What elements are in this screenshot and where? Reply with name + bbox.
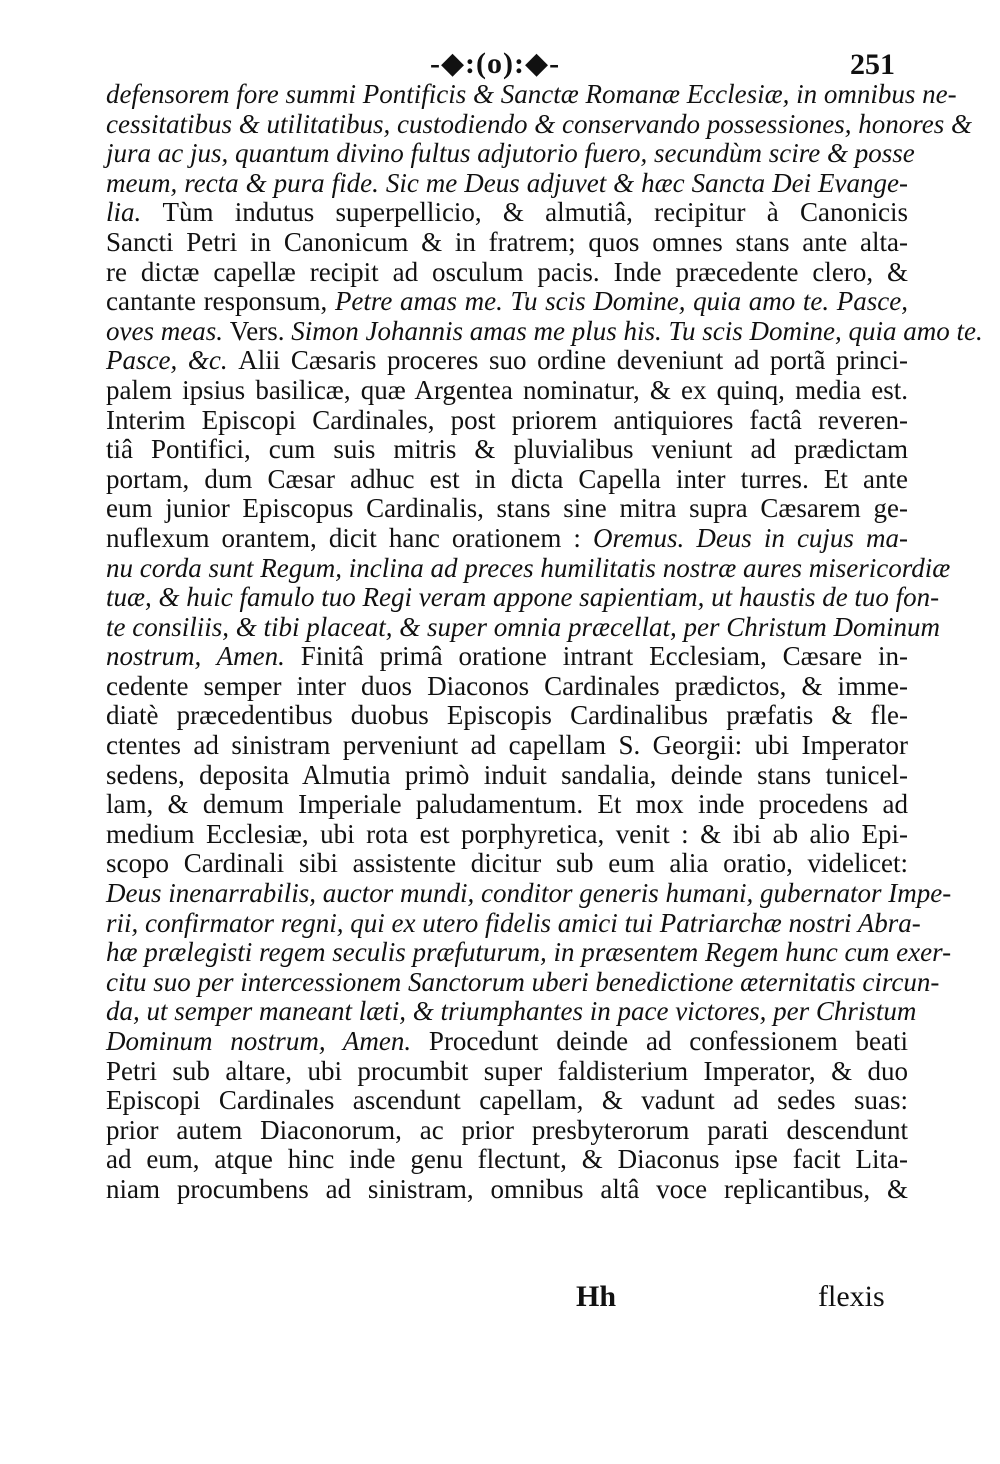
- roman-text-segment: ad eum, atque hinc inde genu flectunt, & Diaconus ipse facit Lita-: [106, 1144, 908, 1175]
- text-line: [106, 611, 940, 643]
- italic-text-segment: tuæ, & huic famulo tuo Regi veram appone sapientiam, ut haustis de tuo fon-: [106, 582, 940, 613]
- italic-text-segment: nu corda sunt Regum, inclina ad preces humilitatis nostræ aures misericordiæ: [106, 552, 951, 583]
- roman-text-segment: palem ipsius basilicæ, quæ Argentea nominatur, & ex quinq, media est.: [106, 374, 908, 405]
- text-line: [106, 79, 957, 110]
- italic-text-segment: da, ut semper maneant læti, & triumphantes in pace victores, per Christum: [106, 996, 917, 1027]
- text-line: [106, 966, 940, 998]
- text-line: [106, 1145, 908, 1175]
- text-line: [106, 315, 983, 347]
- text-line: [106, 346, 908, 376]
- text-line: [106, 1027, 908, 1057]
- text-line: [106, 1116, 908, 1146]
- roman-text-segment: niam procumbens ad sinistram, omnibus altâ voce replicantibus, &: [106, 1173, 908, 1204]
- italic-text-segment: defensorem fore summi Pontificis & Sanctæ Romanæ Ecclesiæ, in omnibus ne-: [106, 79, 957, 109]
- italic-text-segment: oves meas.: [106, 315, 230, 346]
- catchword: flexis: [818, 1280, 885, 1313]
- text-line: [106, 108, 972, 140]
- text-line: [106, 287, 908, 317]
- italic-text-segment: jura ac jus, quantum divino fultus adjutorio fuero, secundùm scire & posse: [106, 138, 915, 169]
- text-line: [106, 937, 952, 968]
- roman-text-segment: sedens, deposita Almutia primò induit sandalia, deinde stans tunicel-: [106, 759, 908, 790]
- roman-text-segment: Sancti Petri in Canonicum & in fratrem; quos omnes stans ante alta-: [106, 226, 908, 257]
- text-line: [106, 1175, 908, 1205]
- roman-text-segment: Petri sub altare, ubi procumbit super faldisterium Imperator, & duo: [106, 1055, 908, 1086]
- italic-text-segment: Deus inenarrabilis, auctor mundi, conditor generis humani, gubernator Impe-: [106, 878, 952, 909]
- italic-text-segment: hæ prælegisti regem seculis præfuturum, in præsentem Regem hunc cum exer-: [106, 937, 952, 968]
- italic-text-segment: Petre amas me. Tu scis Domine, quia amo te. Pasce,: [334, 286, 908, 317]
- italic-text-segment: Simon Johannis amas me plus his. Tu scis Domine, quia amo te.: [291, 315, 983, 346]
- italic-text-segment: lia.: [106, 197, 163, 228]
- text-line: [106, 849, 908, 879]
- roman-text-segment: re dictæ capellæ recipit ad osculum pacis. Inde præcedente clero, &: [106, 256, 908, 287]
- roman-text-segment: Finitâ primâ oratione intrant Ecclesiam, Cæsare in-: [300, 641, 908, 672]
- text-line: [106, 465, 908, 495]
- page-number: 251: [850, 48, 895, 81]
- italic-text-segment: Dominum nostrum, Amen.: [106, 1026, 429, 1056]
- text-line: [106, 1086, 908, 1116]
- text-line: [106, 731, 908, 761]
- text-line: [106, 790, 908, 820]
- roman-text-segment: scopo Cardinali sibi assistente dicitur sub eum alia oratio, videlicet:: [106, 848, 908, 879]
- roman-text-segment: cedente semper inter duos Diaconos Cardinales prædictos, & imme-: [106, 670, 908, 701]
- text-line: [106, 1057, 908, 1087]
- roman-text-segment: diatè præcedentibus duobus Episcopis Cardinalibus præfatis & fle-: [106, 700, 908, 731]
- text-line: [106, 582, 940, 613]
- italic-text-segment: Pasce, &c.: [106, 345, 239, 376]
- roman-text-segment: medium Ecclesiæ, ubi rota est porphyretica, venit : & ibi ab alio Epi-: [106, 818, 908, 849]
- roman-text-segment: eum junior Episcopus Cardinalis, stans sine mitra supra Cæsarem ge-: [106, 493, 908, 524]
- text-line: [106, 376, 908, 406]
- text-line: [106, 524, 908, 554]
- italic-text-segment: te consiliis, & tibi placeat, & super omnia præcellat, per Christum Dominum: [106, 611, 940, 642]
- text-line: [106, 138, 915, 169]
- roman-text-segment: Interim Episcopi Cardinales, post priorem antiquiores factâ reveren-: [106, 404, 908, 435]
- text-line: [106, 672, 908, 702]
- roman-text-segment: Alii Cæsaris proceres suo ordine deveniunt ad portã princi-: [238, 345, 909, 376]
- text-line: [106, 435, 908, 465]
- italic-text-segment: cessitatibus & utilitatibus, custodiendo & conservando possessiones, honores &: [106, 108, 972, 139]
- body-text: [106, 79, 983, 1205]
- roman-text-segment: lam, & demum Imperiale paludamentum. Et mox inde procedens ad: [106, 789, 908, 820]
- text-line: [106, 820, 908, 850]
- text-line: [106, 907, 921, 939]
- italic-text-segment: rii, confirmator regni, qui ex utero fidelis amici tui Patriarchæ nostri Abra-: [106, 907, 921, 938]
- roman-text-segment: Vers.: [229, 315, 292, 346]
- text-line: [106, 996, 917, 1027]
- signature-mark: Hh: [576, 1280, 617, 1313]
- roman-text-segment: portam, dum Cæsar adhuc est in dicta Capella inter turres. Et ante: [106, 463, 908, 494]
- roman-text-segment: nuflexum orantem, dicit hanc orationem :: [106, 522, 594, 553]
- text-line: [106, 169, 908, 199]
- italic-text-segment: citu suo per intercessionem Sanctorum uberi benedictione æternitatis circun-: [106, 966, 940, 997]
- text-line: [106, 701, 908, 731]
- text-line: [106, 406, 908, 436]
- text-line: [106, 258, 908, 288]
- roman-text-segment: cantante responsum,: [106, 286, 335, 317]
- page-footer: [0, 1280, 1000, 1320]
- text-line: [106, 552, 951, 584]
- roman-text-segment: ctentes ad sinistram perveniunt ad capellam S. Georgii: ubi Imperator: [106, 730, 908, 761]
- header-ornament: -◆:(o):◆-: [430, 47, 561, 80]
- roman-text-segment: prior autem Diaconorum, ac prior presbyterorum parati descendunt: [106, 1114, 908, 1145]
- italic-text-segment: Oremus. Deus in cujus ma-: [593, 522, 908, 553]
- italic-text-segment: meum, recta & pura fide. Sic me Deus adjuvet & hæc Sancta Dei Evange-: [106, 167, 908, 198]
- text-line: [106, 228, 908, 258]
- text-line: [106, 878, 952, 909]
- text-line: [106, 494, 908, 524]
- page-header: [0, 44, 1000, 84]
- roman-text-segment: tiâ Pontifici, cum suis mitris & pluvialibus veniunt ad prædictam: [106, 434, 908, 465]
- roman-text-segment: Procedunt deinde ad confessionem beati: [428, 1026, 908, 1056]
- text-line: [106, 198, 908, 228]
- italic-text-segment: nostrum, Amen.: [106, 641, 301, 672]
- text-line: [106, 642, 908, 672]
- roman-text-segment: Tùm indutus superpellicio, & almutiâ, recipitur à Canonicis: [162, 197, 908, 228]
- text-line: [106, 761, 908, 791]
- roman-text-segment: Episcopi Cardinales ascendunt capellam, & vadunt ad sedes suas:: [106, 1085, 908, 1116]
